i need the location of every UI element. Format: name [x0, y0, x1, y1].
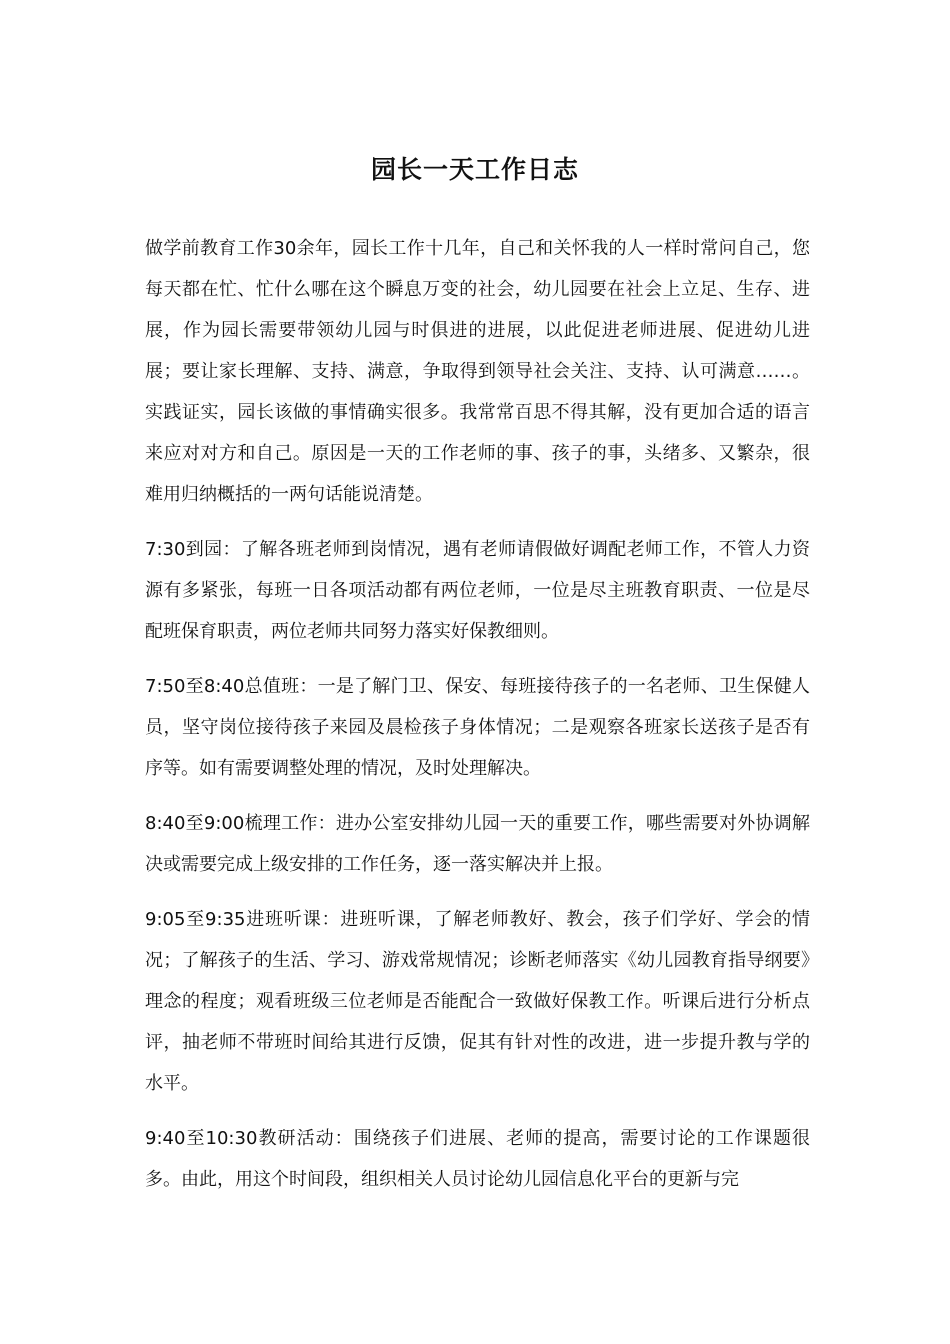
paragraph-0730: 7:30到园：了解各班老师到岗情况，遇有老师请假做好调配老师工作，不管人力资源有多紧张，每班一日各项活动都有两位老师，一位是尽主班教育职责、一位是尽配班保育职责，两位老师共同努力落实好保教细则。	[145, 539, 810, 642]
paragraph-0840: 8:40至9:00梳理工作：进办公室安排幼儿园一天的重要工作，哪些需要对外协调解决或需要完成上级安排的工作任务，逐一落实解决并上报。	[145, 813, 810, 875]
paragraph-intro: 做学前教育工作30余年，园长工作十几年，自己和关怀我的人一样时常问自己，您每天都在忙、忙什么哪在这个瞬息万变的社会，幼儿园要在社会上立足、生存、进展，作为园长需要带领幼儿园与时俱进的进展，以此促进老师进展、促进幼儿进展；要让家长理解、支持、满意，争取得到领导社会关注、支持、认可满意……。实践证实，园长该做的事情确实很多。我常常百思不得其解，没有更加合适的语言来应对对方和自己。原因是一天的工作老师的事、孩子的事，头绪多、又繁杂，很难用归纳概括的一两句话能说清楚。	[145, 238, 810, 505]
document-title: 园长一天工作日志	[370, 155, 579, 184]
paragraph-0750: 7:50至8:40总值班：一是了解门卫、保安、每班接待孩子的一名老师、卫生保健人员，坚守岗位接待孩子来园及晨检孩子身体情况；二是观察各班家长送孩子是否有序等。如有需要调整处理的情况，及时处理解决。	[145, 676, 810, 779]
paragraph-0940: 9:40至10:30教研活动：围绕孩子们进展、老师的提高，需要讨论的工作课题很多。由此，用这个时间段，组织相关人员讨论幼儿园信息化平台的更新与完	[145, 1128, 810, 1190]
paragraph-0905: 9:05至9:35进班听课：进班听课，了解老师教好、教会，孩子们学好、学会的情况；了解孩子的生活、学习、游戏常规情况；诊断老师落实《幼儿园教育指导纲要》理念的程度；观看班级三位老师是否能配合一致做好保教工作。听课后进行分析点评，抽老师不带班时间给其进行反馈，促其有针对性的改进，进一步提升教与学的水平。	[145, 909, 810, 1094]
document-body	[145, 228, 810, 1214]
